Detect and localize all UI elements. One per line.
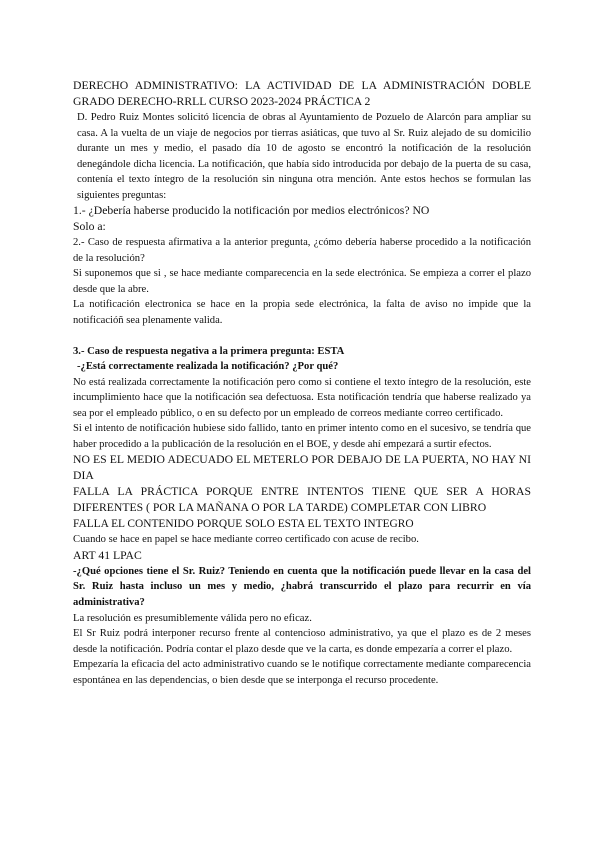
question-3-subheading: -¿Está correctamente realizada la notificación? ¿Por qué? (77, 361, 339, 373)
question-4: -¿Qué opciones tiene el Sr. Ruiz? Teniendo en cuenta que la notificación puede llevar en la casa del Sr. Ruiz hasta incluso un mes y medio, ¿habrá transcurrido el plazo para recurrir en vía administrativa? (73, 565, 531, 609)
answer-3-paragraph-2: Si el intento de notificación hubiese sido fallido, tanto en primer intento como en el sucesivo, se tendría que haber procedido a la publicación de la resolución en el BOE, y desde ahí empezará a surtir efectos. (73, 423, 531, 450)
uppercase-note-2: FALLA LA PRÁCTICA PORQUE ENTRE INTENTOS TIENE QUE SER A HORAS DIFERENTES ( POR LA MAÑANA O POR LA TARDE) COMPLETAR CON LIBRO (73, 485, 531, 515)
question-3-heading: 3.- Caso de respuesta negativa a la primera pregunta: ESTA (73, 345, 345, 357)
answer-3-paragraph-1: No está realizada correctamente la notificación pero como si contiene el texto íntegro de la resolución, este incumplimiento hace que la notificación sea defectuosa. Esta notificación tendría que haberse realizado ya sea por el empleado público, o en su defecto por un empleado de correos mediante correo certificado. (73, 376, 531, 419)
answer-4-paragraph-2: El Sr Ruiz podrá interponer recurso frente al contencioso administrativo, ya que el plazo es de 2 meses desde la notificación. Podría contar el plazo desde que ve la carta, es donde empezaría a correr el plazo. (73, 628, 531, 655)
uppercase-note-1: NO ES EL MEDIO ADECUADO EL METERLO POR DEBAJO DE LA PUERTA, NO HAY NI DIA (73, 453, 531, 483)
solo-note: Solo a: (73, 220, 106, 234)
answer-2-paragraph-1: Si suponemos que si , se hace mediante comparecencia en la sede electrónica. Se empieza a correr el plazo desde que la abre. (73, 268, 531, 295)
article-reference: ART 41 LPAC (73, 548, 142, 562)
answer-2-paragraph-2: La notificación electronica se hace en la propia sede electrónica, la falta de aviso no impide que la notificacióñ sea plenamente valida. (73, 299, 531, 327)
document-title: DERECHO ADMINISTRATIVO: LA ACTIVIDAD DE LA ADMINISTRACIÓN DOBLE GRADO DERECHO-RRLL CURSO 2023-2024 PRÁCTICA 2 (73, 79, 531, 108)
answer-4-paragraph-3: Empezaría la eficacia del acto administrativo cuando se le notifique correctamente mediante comparecencia espontánea en las dependencias, o bien desde que se interponga el recurso procedente. (73, 659, 531, 686)
paper-notification-note: Cuando se hace en papel se hace mediante correo certificado con acuse de recibo. (73, 534, 419, 546)
question-2: 2.- Caso de respuesta afirmativa a la anterior pregunta, ¿cómo debería haberse procedido a la notificación de la resolución? (73, 237, 531, 264)
document-body (73, 78, 531, 688)
case-statement: D. Pedro Ruiz Montes solicitó licencia de obras al Ayuntamiento de Pozuelo de Alarcón para ampliar su casa. A la vuelta de un viaje de negocios por tierras asiáticas, que tuvo al Sr. Ruiz alejado de su domicilio durante un mes y medio, el pasado día 10 de agosto se encontró la notificación de la resolución denegándole dicha licencia. La notificación, que había sido introducida por debajo de la puerta de su casa, contenía el texto íntegro de la resolución sin ninguna otra mención. Ante estos hechos se formulan las siguientes preguntas: (77, 112, 531, 201)
uppercase-note-3: FALLA EL CONTENIDO PORQUE SOLO ESTA EL TEXTO INTEGRO (73, 518, 414, 531)
answer-4-paragraph-1: La resolución es presumiblemente válida pero no eficaz. (73, 612, 312, 624)
question-1: 1.- ¿Debería haberse producido la notificación por medios electrónicos? NO (73, 204, 430, 218)
spacer (73, 329, 531, 344)
